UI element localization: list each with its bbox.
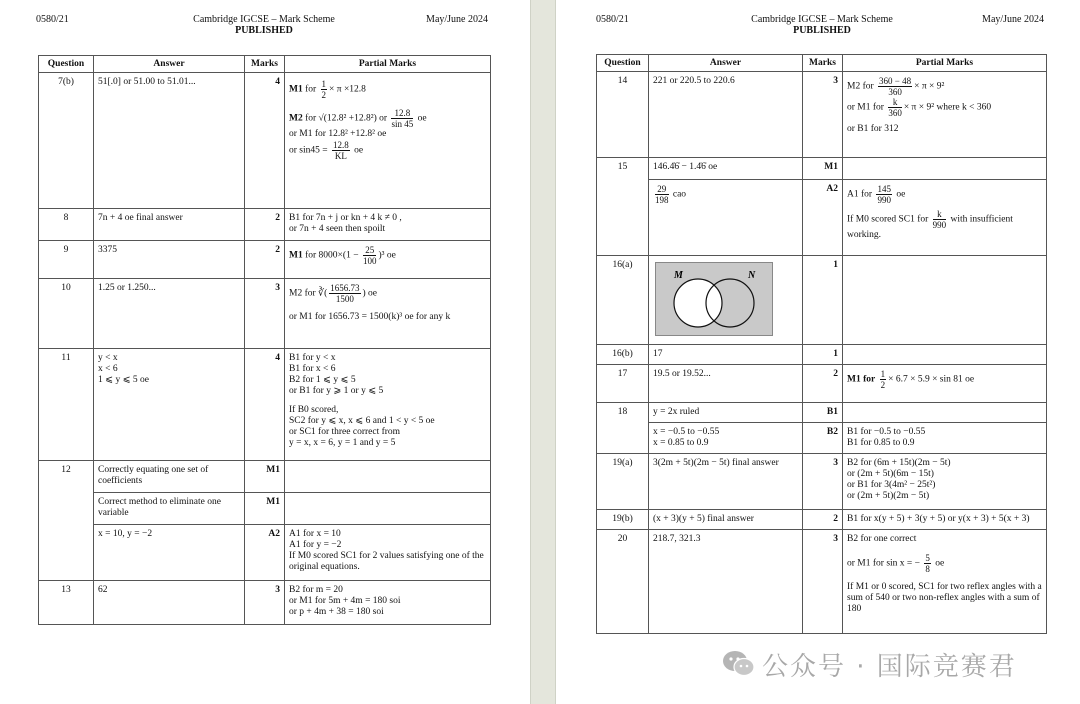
table-row (597, 158, 1047, 180)
table-row (597, 454, 1047, 510)
partial-marks-cell (285, 73, 491, 209)
fraction-denominator: KL (334, 151, 347, 161)
mark-scheme-page-left (0, 0, 530, 704)
column-header: Question (597, 55, 649, 72)
question-number: 11 (39, 349, 94, 461)
marks-cell: 1 (803, 345, 843, 365)
marks-cell: 3 (803, 454, 843, 510)
question-number: 9 (39, 241, 94, 279)
marks-cell: 3 (245, 581, 285, 625)
partial-text: or M1 for 1656.73 = 1500(k)³ oe for any k (289, 312, 451, 322)
table-row (597, 256, 1047, 345)
fraction-numerator: 5 (925, 553, 930, 563)
answer-cell (649, 180, 803, 256)
page-gutter (530, 0, 556, 704)
question-number: 8 (39, 209, 94, 241)
header-title: Cambridge IGCSE – Mark Scheme (751, 14, 893, 25)
fraction-denominator: 8 (925, 564, 930, 574)
partial-text: oe (896, 189, 906, 200)
table-row (597, 72, 1047, 158)
partial-text: × π × 9² (914, 81, 945, 92)
question-number: 7(b) (39, 73, 94, 209)
venn-diagram-svg (656, 263, 772, 335)
table-row (597, 403, 1047, 423)
fraction-numerator: 29 (655, 184, 669, 195)
partial-marks-cell (843, 345, 1047, 365)
fraction-denominator: 198 (655, 195, 669, 205)
partial-marks-cell (285, 461, 491, 493)
fraction-denominator: 360 (888, 108, 902, 118)
question-number: 19(a) (597, 454, 649, 510)
fraction (876, 184, 892, 205)
fraction (880, 369, 887, 390)
table-row (597, 530, 1047, 634)
mark-code: M1 (289, 84, 303, 95)
marks-cell: A2 (803, 180, 843, 256)
header-title: Cambridge IGCSE – Mark Scheme (193, 14, 335, 25)
partial-marks-cell (843, 256, 1047, 345)
partial-marks-cell: M1 for 8000×(1 − $\frac{25}{100}$ )³ oe (285, 241, 491, 279)
marks-cell: 3 (803, 72, 843, 158)
partial-text: )³ oe (378, 250, 396, 261)
partial-text: If B0 scored, SC2 for y ⩽ x, x ⩽ 6 and 1 < y < 5 oe or SC1 for three correct from y = x, x = 6, y = 1 and y = 5 (289, 405, 435, 448)
answer-cell: y = 2x ruled (649, 403, 803, 423)
answer-cell: 7n + 4 oe final answer (94, 209, 245, 241)
table-row (597, 180, 1047, 256)
mark-scheme-table (38, 55, 491, 625)
partial-text: If M1 or 0 scored, SC1 for two reflex angles with a sum of 540 or two non-reflex angles with a sum of 180 (847, 582, 1042, 614)
marks-cell: 2 (245, 241, 285, 279)
fraction (321, 79, 328, 100)
partial-text: M2 for ∛( (289, 288, 328, 299)
marks-cell: 1 (803, 256, 843, 345)
marks-cell: M1 (245, 461, 285, 493)
header-status: PUBLISHED (235, 25, 293, 36)
fraction-numerator: 25 (363, 245, 377, 256)
answer-cell: 3(2m + 5t)(2m − 5t) final answer (649, 454, 803, 510)
answer-cell: Correct method to eliminate one variable (94, 493, 245, 525)
table-row (39, 581, 491, 625)
venn-label-m: M (674, 270, 683, 281)
marks-cell: 2 (245, 209, 285, 241)
fraction (332, 140, 350, 161)
fraction (363, 245, 377, 266)
fraction (391, 108, 413, 129)
partial-text: oe (935, 558, 945, 569)
partial-marks-cell: B1 for 7n + j or kn + 4 k ≠ 0 , or 7n + 4 seen then spoilt (285, 209, 491, 241)
fraction-numerator: 1656.73 (330, 283, 360, 293)
column-header: Answer (649, 55, 803, 72)
fraction-denominator: 360 (888, 87, 902, 97)
column-header: Partial Marks (285, 56, 491, 73)
question-number: 19(b) (597, 510, 649, 530)
partial-marks-cell: A1 for x = 10 A1 for y = −2 If M0 scored SC1 for 2 values satisfying one of the original equations. (285, 525, 491, 581)
partial-text: oe (354, 145, 364, 156)
question-number: 12 (39, 461, 94, 581)
table-row (39, 493, 491, 525)
marks-cell: M1 (803, 158, 843, 180)
exam-session: May/June 2024 (982, 14, 1044, 25)
fraction-denominator: 100 (362, 256, 377, 266)
fraction-numerator: 1 (880, 369, 886, 379)
syllabus-code: 0580/21 (596, 14, 629, 25)
partial-text: for √(12.8² +12.8²) or (305, 113, 388, 124)
table-row (597, 510, 1047, 530)
answer-cell: x = 10, y = −2 (94, 525, 245, 581)
answer-cell: 19.5 or 19.52... (649, 365, 803, 403)
answer-cell: 221 or 220.5 to 220.6 (649, 72, 803, 158)
fraction-numerator: 360 − 48 (879, 76, 912, 86)
partial-text: or sin45 = (289, 145, 328, 156)
question-number: 16(a) (597, 256, 649, 345)
partial-text: oe (417, 113, 427, 124)
partial-text: or M1 for (847, 102, 884, 113)
answer-cell: (x + 3)(y + 5) final answer (649, 510, 803, 530)
header-status: PUBLISHED (793, 25, 851, 36)
partial-marks-cell: B1 for −0.5 to −0.55 B1 for 0.85 to 0.9 (843, 423, 1047, 454)
venn-set-m-circle (674, 279, 722, 327)
page-header-title (160, 14, 368, 36)
table-row (597, 365, 1047, 403)
partial-text: If M0 scored SC1 for (847, 214, 929, 225)
partial-marks-cell (843, 530, 1047, 634)
fraction-denominator: sin 45 (391, 119, 414, 129)
mark-scheme-page-right (556, 0, 1080, 704)
venn-diagram (655, 262, 773, 336)
partial-marks-cell (285, 493, 491, 525)
question-number: 16(b) (597, 345, 649, 365)
mark-code: M2 (289, 113, 303, 124)
partial-marks-cell: B2 for (6m + 15t)(2m − 5t) or (2m + 5t)(6m − 15t) or B1 for 3(4m² − 25t²) or (2m + 5t)(2m − 5t) (843, 454, 1047, 510)
partial-text: or M1 for sin x = − (847, 558, 920, 569)
fraction-denominator: 990 (877, 195, 891, 205)
mark-scheme-table (596, 54, 1047, 634)
question-number: 10 (39, 279, 94, 349)
column-header: Marks (245, 56, 285, 73)
partial-marks-cell: B1 for x(y + 5) + 3(y + 5) or y(x + 3) + 5(x + 3) (843, 510, 1047, 530)
column-header: Question (39, 56, 94, 73)
table-row (597, 423, 1047, 454)
fraction-numerator: 12.8 (391, 108, 413, 119)
question-number: 20 (597, 530, 649, 634)
question-number: 13 (39, 581, 94, 625)
marks-cell: B2 (803, 423, 843, 454)
answer-cell: 62 (94, 581, 245, 625)
partial-text: M2 for (847, 81, 874, 92)
answer-cell: Correctly equating one set of coefficients (94, 461, 245, 493)
fraction (924, 553, 931, 574)
table-row (597, 345, 1047, 365)
fraction (878, 76, 912, 97)
fraction-numerator: 145 (877, 184, 891, 194)
table-row (39, 349, 491, 461)
partial-text: B2 for one correct (847, 534, 917, 544)
partial-text: M1 for (847, 374, 876, 385)
question-number: 14 (597, 72, 649, 158)
table-row (39, 241, 491, 279)
fraction-denominator: 2 (321, 90, 327, 100)
fraction-denominator: 990 (932, 220, 947, 230)
partial-marks-cell (843, 365, 1047, 403)
partial-text: or M1 for 12.8² +12.8² oe (289, 129, 387, 139)
page-header-title (718, 14, 926, 36)
table-row (39, 73, 491, 209)
partial-text: B1 for y < x B1 for x < 6 B2 for 1 ⩽ y ⩽ 5 or B1 for y ⩾ 1 or y ⩽ 5 (289, 353, 384, 396)
syllabus-code: 0580/21 (36, 14, 69, 25)
answer-cell: 218.7, 321.3 (649, 530, 803, 634)
fraction-numerator: 1 (321, 79, 327, 89)
fraction-numerator: k (888, 97, 902, 108)
table-row (39, 525, 491, 581)
partial-marks-cell (843, 158, 1047, 180)
fraction (655, 184, 669, 205)
answer-cell: 1.25 or 1.250... (94, 279, 245, 349)
marks-cell: 2 (803, 510, 843, 530)
marks-cell: 4 (245, 73, 285, 209)
table-row (39, 461, 491, 493)
partial-text: or B1 for 312 (847, 124, 899, 134)
question-number: 18 (597, 403, 649, 454)
marks-cell: 2 (803, 365, 843, 403)
question-number: 17 (597, 365, 649, 403)
table-header-row (39, 56, 491, 73)
marks-cell: 3 (245, 279, 285, 349)
answer-cell: 146.4̇6̇ − 1.4̇6̇ oe (649, 158, 803, 180)
fraction (888, 97, 902, 118)
fraction-denominator: 1500 (335, 294, 354, 304)
wechat-icon (722, 649, 756, 679)
answer-cell (649, 256, 803, 345)
marks-cell: M1 (245, 493, 285, 525)
partial-text: for (305, 84, 317, 95)
partial-text: × π ×12.8 (329, 84, 366, 95)
answer-text: cao (672, 189, 687, 200)
column-header: Answer (94, 56, 245, 73)
partial-marks-cell: B2 for m = 20 or M1 for 5m + 4m = 180 soi or p + 4m + 38 = 180 soi (285, 581, 491, 625)
venn-label-n: N (748, 270, 756, 281)
marks-cell: A2 (245, 525, 285, 581)
partial-text: × 6.7 × 5.9 × sin 81 oe (888, 374, 975, 385)
fraction (329, 283, 360, 304)
marks-cell: B1 (803, 403, 843, 423)
column-header: Marks (803, 55, 843, 72)
marks-cell: 4 (245, 349, 285, 461)
fraction-denominator: 2 (880, 380, 886, 390)
fraction-numerator: 12.8 (332, 140, 349, 150)
answer-cell: y < x x < 6 1 ⩽ y ⩽ 5 oe (94, 349, 245, 461)
partial-marks-cell (285, 349, 491, 461)
column-header: Partial Marks (843, 55, 1047, 72)
answer-cell: 3375 (94, 241, 245, 279)
question-number: 15 (597, 158, 649, 256)
answer-cell: 51[.0] or 51.00 to 51.01... (94, 73, 245, 209)
partial-marks-cell (843, 72, 1047, 158)
fraction-numerator: k (933, 209, 947, 220)
watermark-text: 公众号 · 国际竞赛君 (762, 652, 1017, 682)
partial-text: ) oe (362, 288, 378, 299)
partial-marks-cell (843, 403, 1047, 423)
marks-cell: 3 (803, 530, 843, 634)
partial-marks-cell (285, 279, 491, 349)
fraction (933, 209, 947, 230)
answer-cell: x = −0.5 to −0.55 x = 0.85 to 0.9 (649, 423, 803, 454)
table-row (39, 279, 491, 349)
partial-marks-cell (843, 180, 1047, 256)
exam-session: May/June 2024 (426, 14, 488, 25)
table-row (39, 209, 491, 241)
answer-cell: 17 (649, 345, 803, 365)
partial-text: with insufficient working. (847, 214, 1013, 240)
partial-text: × π × 9² where k < 360 (903, 102, 992, 113)
partial-text: A1 for (847, 189, 873, 200)
table-header-row (597, 55, 1047, 72)
